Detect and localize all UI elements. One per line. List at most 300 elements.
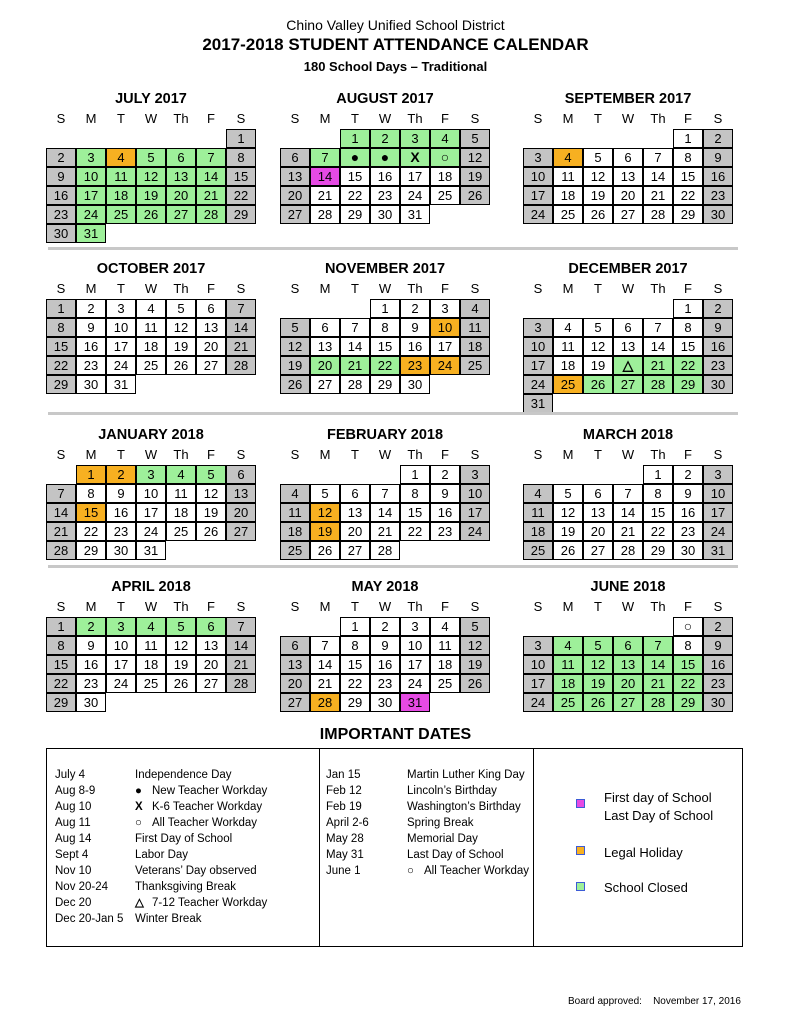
day-header: S xyxy=(290,111,300,126)
day-cell: 26 xyxy=(583,205,613,224)
day-cell: 17 xyxy=(523,186,553,205)
day-cell: 21 xyxy=(613,522,643,541)
day-cell: 2 xyxy=(370,617,400,636)
day-cell: 26 xyxy=(166,674,196,693)
day-header: S xyxy=(236,447,246,462)
day-cell: 29 xyxy=(46,375,76,394)
day-cell: 14 xyxy=(310,655,340,674)
day-header: S xyxy=(470,281,480,296)
day-header: T xyxy=(351,111,359,126)
day-cell: 2 xyxy=(76,617,106,636)
day-cell: 19 xyxy=(583,186,613,205)
day-header-row xyxy=(280,597,490,617)
day-cell: 21 xyxy=(196,186,226,205)
day-cell: 10 xyxy=(106,636,136,655)
day-header-row xyxy=(280,445,490,465)
district-name: Chino Valley Unified School District xyxy=(286,17,505,33)
day-cell: 30 xyxy=(370,205,400,224)
day-cell: 22 xyxy=(46,674,76,693)
day-cell: 21 xyxy=(46,522,76,541)
day-header: Th xyxy=(173,111,189,126)
day-cell: 27 xyxy=(280,205,310,224)
day-cell: 22 xyxy=(340,186,370,205)
day-cell: 20 xyxy=(340,522,370,541)
day-cell: 20 xyxy=(280,186,310,205)
day-cell: 25 xyxy=(553,693,583,712)
day-cell: 30 xyxy=(76,375,106,394)
day-cell: 19 xyxy=(553,522,583,541)
day-cell: 13 xyxy=(613,655,643,674)
day-cell: 20 xyxy=(166,186,196,205)
day-cell: 4 xyxy=(523,484,553,503)
day-cell: 31 xyxy=(76,224,106,243)
day-cell: 31 xyxy=(106,375,136,394)
day-cell: 2 xyxy=(400,299,430,318)
day-cell: 1 xyxy=(340,129,370,148)
day-cell: 10 xyxy=(703,484,733,503)
month-december-2017 xyxy=(523,259,733,411)
month-november-2017 xyxy=(280,259,490,392)
day-cell: 27 xyxy=(196,356,226,375)
day-cell: 30 xyxy=(703,693,733,712)
day-cell: 9 xyxy=(76,636,106,655)
day-cell: 7 xyxy=(643,318,673,337)
day-cell: 31 xyxy=(400,693,430,712)
day-cell: 27 xyxy=(226,522,256,541)
day-cell: 19 xyxy=(136,186,166,205)
day-cell: 21 xyxy=(643,356,673,375)
day-cell: 1 xyxy=(673,129,703,148)
day-cell: 6 xyxy=(196,299,226,318)
day-cell: 10 xyxy=(136,484,166,503)
day-cell: 30 xyxy=(370,693,400,712)
day-cell: 21 xyxy=(643,674,673,693)
day-cell: 18 xyxy=(523,522,553,541)
day-cell: 30 xyxy=(673,541,703,560)
day-cell: 15 xyxy=(400,503,430,522)
day-cell: 22 xyxy=(400,522,430,541)
day-cell: 23 xyxy=(703,356,733,375)
day-cell: 9 xyxy=(76,318,106,337)
day-cell: △ xyxy=(613,356,643,375)
day-cell: 21 xyxy=(340,356,370,375)
day-cell: 14 xyxy=(226,318,256,337)
day-cell: 25 xyxy=(430,186,460,205)
day-header: S xyxy=(290,599,300,614)
legend-first-day: First day of School xyxy=(604,790,712,805)
day-header: M xyxy=(85,111,97,126)
day-cell: 23 xyxy=(430,522,460,541)
event-name: Labor Day xyxy=(135,849,189,861)
day-cell: 17 xyxy=(460,503,490,522)
day-cell: 26 xyxy=(460,674,490,693)
event-name: Winter Break xyxy=(135,913,202,925)
day-header: T xyxy=(594,599,602,614)
day-cell: 8 xyxy=(673,148,703,167)
day-cell: 30 xyxy=(400,375,430,394)
day-cell: 25 xyxy=(136,356,166,375)
day-cell: ● xyxy=(340,148,370,167)
day-cell: 28 xyxy=(643,375,673,394)
day-cell: 7 xyxy=(370,484,400,503)
day-cell: 26 xyxy=(460,186,490,205)
event-name: Memorial Day xyxy=(407,833,478,845)
day-cell: 20 xyxy=(613,674,643,693)
day-cell: 1 xyxy=(370,299,400,318)
month-name: DECEMBER 2017 xyxy=(568,261,688,277)
event-name: K-6 Teacher Workday xyxy=(152,801,263,813)
day-cell: 9 xyxy=(400,318,430,337)
day-cell: 30 xyxy=(703,205,733,224)
day-cell: 11 xyxy=(553,167,583,186)
divider xyxy=(533,749,534,946)
day-cell: 4 xyxy=(166,465,196,484)
day-cell: 20 xyxy=(310,356,340,375)
day-cell: 29 xyxy=(340,693,370,712)
day-cell: 11 xyxy=(106,167,136,186)
first-last-swatch xyxy=(576,799,585,808)
day-header-row xyxy=(46,597,256,617)
day-cell: 2 xyxy=(106,465,136,484)
day-header-row xyxy=(46,445,256,465)
day-cell: 13 xyxy=(196,318,226,337)
day-cell: 4 xyxy=(106,148,136,167)
event-symbol: X xyxy=(135,801,143,813)
day-cell: 19 xyxy=(280,356,310,375)
day-cell: 23 xyxy=(370,674,400,693)
day-header: S xyxy=(236,281,246,296)
day-cell: 12 xyxy=(310,503,340,522)
day-header: T xyxy=(594,447,602,462)
day-cell: 23 xyxy=(46,205,76,224)
event-date: Dec 20-Jan 5 xyxy=(55,913,124,925)
event-name: Thanksgiving Break xyxy=(135,881,236,893)
month-october-2017 xyxy=(46,259,256,392)
day-cell: 9 xyxy=(46,167,76,186)
day-cell: 22 xyxy=(673,186,703,205)
day-cell: 22 xyxy=(673,356,703,375)
event-name: Martin Luther King Day xyxy=(407,769,525,781)
day-cell: 15 xyxy=(370,337,400,356)
day-cell: 13 xyxy=(310,337,340,356)
day-cell: 28 xyxy=(613,541,643,560)
day-cell: 6 xyxy=(583,484,613,503)
day-cell: 22 xyxy=(370,356,400,375)
day-header: S xyxy=(236,599,246,614)
day-header: T xyxy=(351,281,359,296)
day-cell: 23 xyxy=(106,522,136,541)
day-header: S xyxy=(56,111,66,126)
day-cell: 12 xyxy=(166,318,196,337)
day-cell: 17 xyxy=(136,503,166,522)
event-name: Independence Day xyxy=(135,769,232,781)
day-header: F xyxy=(684,599,692,614)
day-cell: 2 xyxy=(46,148,76,167)
event-date: April 2-6 xyxy=(326,817,369,829)
event-date: May 31 xyxy=(326,849,364,861)
day-header-row xyxy=(280,109,490,129)
day-cell: 15 xyxy=(340,167,370,186)
day-header: M xyxy=(562,447,574,462)
day-cell: 25 xyxy=(166,522,196,541)
day-cell: 17 xyxy=(106,655,136,674)
day-cell: 3 xyxy=(400,617,430,636)
day-header: W xyxy=(378,111,392,126)
day-cell: 29 xyxy=(340,205,370,224)
day-cell: 9 xyxy=(703,148,733,167)
day-header: S xyxy=(290,281,300,296)
day-header: M xyxy=(319,599,331,614)
day-header: F xyxy=(684,447,692,462)
day-cell: 24 xyxy=(523,375,553,394)
event-date: Aug 14 xyxy=(55,833,92,845)
day-cell: 15 xyxy=(340,655,370,674)
event-name: 7-12 Teacher Workday xyxy=(152,897,268,909)
day-cell: 21 xyxy=(310,186,340,205)
day-cell: 7 xyxy=(46,484,76,503)
day-cell: 15 xyxy=(673,337,703,356)
day-header: F xyxy=(441,599,449,614)
day-header: S xyxy=(533,111,543,126)
month-name: JUNE 2018 xyxy=(590,579,666,595)
day-cell: 6 xyxy=(226,465,256,484)
day-cell: 31 xyxy=(703,541,733,560)
day-header: W xyxy=(378,447,392,462)
day-header: S xyxy=(56,447,66,462)
day-cell: 29 xyxy=(370,375,400,394)
day-cell: 17 xyxy=(523,356,553,375)
board-approved-label: Board approved: xyxy=(568,996,642,1007)
day-cell: 26 xyxy=(136,205,166,224)
month-name: JANUARY 2018 xyxy=(98,427,204,443)
day-cell: 24 xyxy=(76,205,106,224)
day-cell: 17 xyxy=(106,337,136,356)
day-cell: 5 xyxy=(196,465,226,484)
day-cell: 21 xyxy=(310,674,340,693)
day-cell: 24 xyxy=(136,522,166,541)
event-date: Aug 10 xyxy=(55,801,92,813)
day-cell: ○ xyxy=(430,148,460,167)
day-cell: 3 xyxy=(106,617,136,636)
day-cell: 14 xyxy=(643,337,673,356)
divider xyxy=(48,247,738,250)
day-cell: 18 xyxy=(280,522,310,541)
day-cell: 31 xyxy=(523,394,553,413)
day-header: S xyxy=(533,281,543,296)
day-cell: 28 xyxy=(226,356,256,375)
day-cell: 3 xyxy=(460,465,490,484)
day-cell: 15 xyxy=(643,503,673,522)
day-cell: 25 xyxy=(523,541,553,560)
day-cell: 24 xyxy=(106,674,136,693)
day-cell: 2 xyxy=(370,129,400,148)
day-cell: 6 xyxy=(166,148,196,167)
day-header-row xyxy=(46,279,256,299)
day-cell: ○ xyxy=(673,617,703,636)
day-cell: 3 xyxy=(703,465,733,484)
month-name: SEPTEMBER 2017 xyxy=(564,91,692,107)
day-cell: 8 xyxy=(46,318,76,337)
day-header: Th xyxy=(173,599,189,614)
day-cell: 1 xyxy=(226,129,256,148)
month-name: FEBRUARY 2018 xyxy=(326,427,444,443)
month-name: JULY 2017 xyxy=(115,91,187,107)
day-cell: 7 xyxy=(310,148,340,167)
day-cell: 13 xyxy=(613,167,643,186)
day-header: W xyxy=(144,599,158,614)
day-cell: 30 xyxy=(46,224,76,243)
day-cell: 7 xyxy=(196,148,226,167)
day-cell: 19 xyxy=(310,522,340,541)
day-cell: 2 xyxy=(673,465,703,484)
day-cell: 24 xyxy=(400,674,430,693)
day-cell: 10 xyxy=(430,318,460,337)
day-cell: 15 xyxy=(673,167,703,186)
day-cell: 23 xyxy=(703,186,733,205)
day-cell: 17 xyxy=(400,655,430,674)
day-cell: 26 xyxy=(310,541,340,560)
month-april-2018 xyxy=(46,577,256,710)
day-cell: 10 xyxy=(460,484,490,503)
day-cell: 28 xyxy=(643,693,673,712)
day-header: S xyxy=(533,447,543,462)
day-cell: 19 xyxy=(196,503,226,522)
day-cell: 15 xyxy=(46,655,76,674)
month-june-2018 xyxy=(523,577,733,710)
day-cell: 22 xyxy=(643,522,673,541)
month-february-2018 xyxy=(280,425,490,558)
day-cell: 6 xyxy=(196,617,226,636)
day-cell: 8 xyxy=(370,318,400,337)
day-cell: 27 xyxy=(310,375,340,394)
month-january-2018 xyxy=(46,425,256,558)
legal-holiday-swatch xyxy=(576,846,585,855)
day-cell: 22 xyxy=(226,186,256,205)
day-cell: 19 xyxy=(583,674,613,693)
day-cell: 5 xyxy=(583,148,613,167)
day-cell: 26 xyxy=(553,541,583,560)
event-date: Nov 10 xyxy=(55,865,92,877)
day-header: T xyxy=(117,111,125,126)
divider xyxy=(319,749,320,946)
day-header: F xyxy=(684,111,692,126)
day-header: F xyxy=(441,447,449,462)
day-cell: 25 xyxy=(106,205,136,224)
day-cell: 13 xyxy=(583,503,613,522)
day-cell: 19 xyxy=(460,655,490,674)
day-cell: 25 xyxy=(430,674,460,693)
day-cell: 16 xyxy=(76,655,106,674)
day-cell: 14 xyxy=(340,337,370,356)
day-header: T xyxy=(117,281,125,296)
day-cell: 8 xyxy=(226,148,256,167)
day-header: S xyxy=(713,281,723,296)
day-cell: 3 xyxy=(523,636,553,655)
day-cell: 1 xyxy=(400,465,430,484)
day-header-row xyxy=(523,597,733,617)
board-approved xyxy=(568,996,741,1007)
day-cell: 12 xyxy=(460,636,490,655)
day-header: T xyxy=(594,281,602,296)
day-cell: 28 xyxy=(196,205,226,224)
day-cell: 30 xyxy=(76,693,106,712)
day-cell: 15 xyxy=(76,503,106,522)
day-cell: 20 xyxy=(226,503,256,522)
day-cell: 29 xyxy=(673,205,703,224)
event-symbol: △ xyxy=(135,897,144,909)
day-header: Th xyxy=(173,281,189,296)
day-header: F xyxy=(207,281,215,296)
day-cell: 18 xyxy=(136,655,166,674)
day-cell: 6 xyxy=(613,318,643,337)
day-cell: 16 xyxy=(703,167,733,186)
day-cell: 5 xyxy=(460,617,490,636)
day-header: M xyxy=(562,599,574,614)
day-cell: 28 xyxy=(46,541,76,560)
day-header: Th xyxy=(407,599,423,614)
page-title: 2017-2018 STUDENT ATTENDANCE CALENDAR xyxy=(202,35,589,54)
day-header: S xyxy=(290,447,300,462)
day-header: Th xyxy=(407,281,423,296)
month-august-2017 xyxy=(280,89,490,222)
day-cell: 2 xyxy=(703,299,733,318)
day-cell: 4 xyxy=(136,617,166,636)
event-date: Dec 20 xyxy=(55,897,92,909)
board-approved-date: November 17, 2016 xyxy=(653,996,741,1007)
day-cell: 23 xyxy=(76,356,106,375)
day-cell: 10 xyxy=(400,636,430,655)
day-cell: 21 xyxy=(370,522,400,541)
day-header: M xyxy=(319,111,331,126)
day-cell: 16 xyxy=(370,167,400,186)
day-cell: 10 xyxy=(523,167,553,186)
event-name: First Day of School xyxy=(135,833,233,845)
day-cell: 26 xyxy=(196,522,226,541)
day-cell: 21 xyxy=(226,655,256,674)
day-cell: 10 xyxy=(76,167,106,186)
day-cell: 28 xyxy=(310,205,340,224)
day-cell: 19 xyxy=(166,655,196,674)
event-date: June 1 xyxy=(326,865,361,877)
day-cell: 20 xyxy=(196,337,226,356)
day-cell: 27 xyxy=(583,541,613,560)
day-cell: 22 xyxy=(340,674,370,693)
day-cell: 24 xyxy=(430,356,460,375)
day-cell: 4 xyxy=(430,129,460,148)
day-header-row xyxy=(523,445,733,465)
day-cell: 14 xyxy=(46,503,76,522)
day-header: W xyxy=(144,111,158,126)
event-name: New Teacher Workday xyxy=(152,785,268,797)
day-cell: 26 xyxy=(166,356,196,375)
day-cell: 30 xyxy=(703,375,733,394)
day-cell: 6 xyxy=(280,148,310,167)
day-cell: 12 xyxy=(196,484,226,503)
day-cell: 11 xyxy=(136,318,166,337)
day-header: W xyxy=(621,111,635,126)
day-cell: 12 xyxy=(280,337,310,356)
day-header: Th xyxy=(650,111,666,126)
day-cell: 5 xyxy=(553,484,583,503)
day-header: W xyxy=(144,281,158,296)
day-cell: 11 xyxy=(553,655,583,674)
month-name: MAY 2018 xyxy=(351,579,419,595)
divider xyxy=(48,412,738,415)
day-cell: 29 xyxy=(46,693,76,712)
day-cell: 26 xyxy=(583,693,613,712)
day-cell: 5 xyxy=(460,129,490,148)
day-cell: 4 xyxy=(136,299,166,318)
